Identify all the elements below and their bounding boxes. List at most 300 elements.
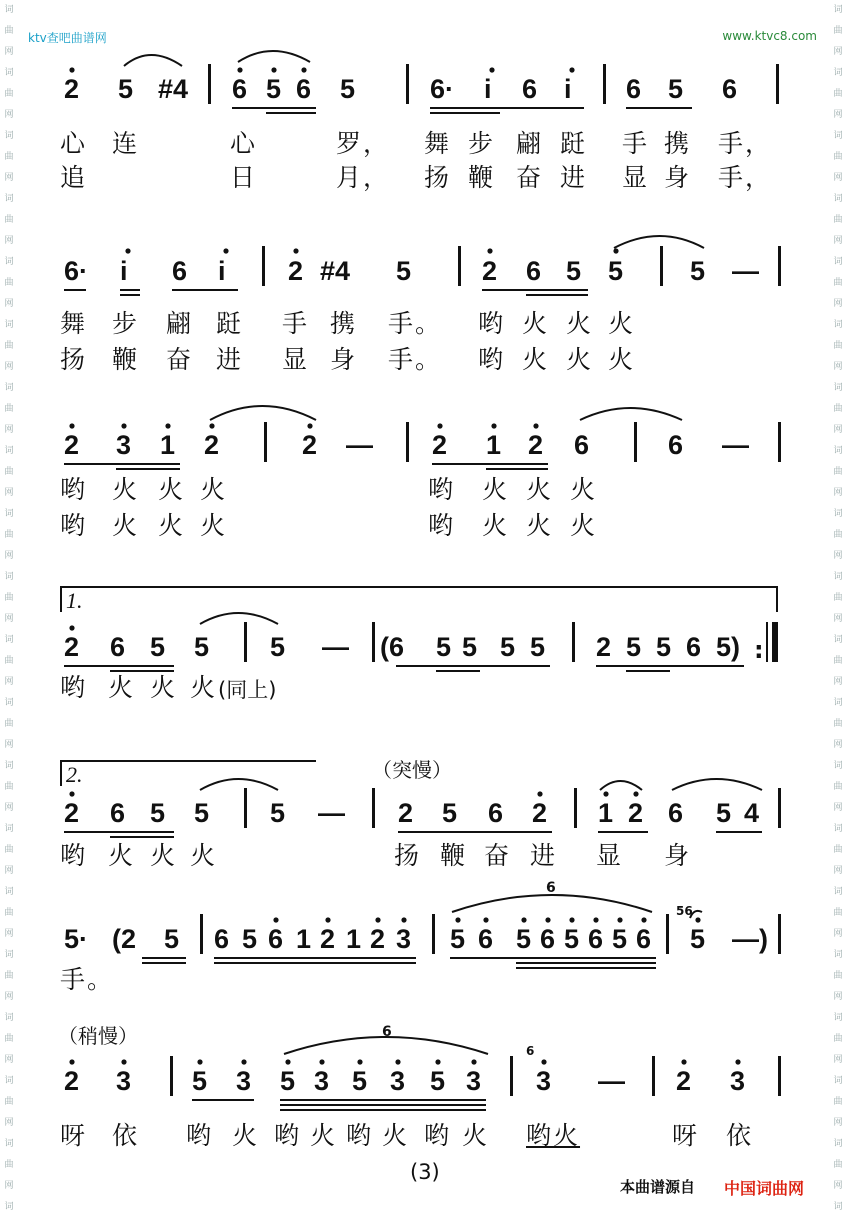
note: 5 [164,924,180,954]
note: 1 [346,924,362,954]
slur [580,408,682,420]
watermark-char: 词 [833,446,843,456]
octave-dot [209,423,214,428]
lyric: 火 [158,511,186,540]
octave-dot [301,67,306,72]
grace-note: 6 [526,1044,535,1058]
note: 1 [160,430,176,460]
note: #4 [158,74,189,104]
watermark-char: 词 [833,320,843,330]
watermark-char: 网 [833,110,843,120]
watermark-char: 网 [833,173,843,183]
lyric: 哟火 [526,1121,581,1150]
octave-dot [121,1059,126,1064]
watermark-char: 网 [4,929,14,939]
lyric: 日 [230,163,258,192]
watermark-char: 曲 [4,593,14,603]
note: 5 [280,1066,296,1096]
lyric: 火 [158,475,186,504]
watermark-char: 曲 [4,782,14,792]
note: 2 [302,430,318,460]
note: (6 [380,632,405,662]
lyric: 显 [282,345,310,374]
note: i [564,74,572,104]
note: 5 [442,798,458,828]
octave-dot [69,67,74,72]
octave-dot [237,67,242,72]
barline [778,788,781,828]
underline [430,107,584,109]
watermark-char: 词 [833,5,843,15]
watermark-char: 曲 [4,719,14,729]
lyric: 火 [200,511,228,540]
watermark-char: 词 [4,824,14,834]
lyric: 扬 [60,345,88,374]
barline [264,422,267,462]
note: 3 [396,924,412,954]
watermark-char: 网 [4,362,14,372]
watermark-char: 曲 [833,1097,843,1107]
watermark-char: 网 [4,47,14,57]
lyric: 月， [336,163,391,192]
note: — [322,632,349,662]
note: 5 [690,256,706,286]
note: 6 [722,74,738,104]
watermark-char: 曲 [833,656,843,666]
lyric: 依 [112,1121,140,1150]
lyric: 舞 [424,129,452,158]
watermark-char: 曲 [833,593,843,603]
note: 5 [656,632,672,662]
octave-dot [455,917,460,922]
note: 6 [110,798,126,828]
barline [574,788,577,828]
watermark-char: 曲 [4,530,14,540]
watermark-char: 词 [4,698,14,708]
barline [778,1056,781,1096]
barline [458,246,461,286]
octave-dot [165,423,170,428]
watermark-char: 词 [833,572,843,582]
octave-dot [545,917,550,922]
lyric: 火 [462,1121,490,1150]
watermark-char: 曲 [833,845,843,855]
note: 2 [320,924,336,954]
lyric: 火 [150,673,178,702]
barline [666,914,669,954]
underline [120,289,140,291]
lyric: 鞭 [112,345,140,374]
barline [778,422,781,462]
note: 5 [150,632,166,662]
octave-dot [489,67,494,72]
note: 3 [466,1066,482,1096]
watermark-char: 网 [833,740,843,750]
barline [572,622,575,662]
lyric: 连 [112,129,140,158]
watermark-char: 词 [833,131,843,141]
watermark-char: 网 [833,1181,843,1191]
note: 5 [150,798,166,828]
note: — [598,1066,625,1096]
note: 5 [564,924,580,954]
note: 6 [574,430,590,460]
octave-dot [521,917,526,922]
watermark-char: 网 [833,236,843,246]
note: 5 [118,74,134,104]
note: #4 [320,256,351,286]
underline [142,957,186,959]
lyric: 哟 [428,475,456,504]
underline [482,289,588,291]
lyric: 扬 [394,841,422,870]
lyric: 火 [570,475,598,504]
note: 5 [396,256,412,286]
watermark-char: 曲 [833,971,843,981]
lyric: 火 [232,1121,260,1150]
note: 6 [686,632,702,662]
repeat-barline-thick [772,622,778,662]
lyric: 罗， [336,129,391,158]
note: 1 [598,798,614,828]
right-watermark-strip [831,0,845,1224]
note: 5 [608,256,624,286]
watermark-char: 词 [4,1139,14,1149]
underline [280,1109,486,1111]
lyric: 哟 [478,309,506,338]
lyric: 携 [664,129,692,158]
note: 5 [690,924,706,954]
note: 2 [64,632,80,662]
note: 2 [398,798,414,828]
watermark-char: 词 [833,824,843,834]
lyric: 奋 [484,841,512,870]
watermark-char: 曲 [833,89,843,99]
lyric: 舞 [60,309,88,338]
lyric: 手。 [388,345,443,374]
slur [200,779,278,790]
underline [116,468,180,470]
lyric: 火 [526,511,554,540]
watermark-char: 网 [833,1055,843,1065]
lyric: 追 [60,163,88,192]
underline [626,107,692,109]
octave-dot [271,67,276,72]
watermark-char: 曲 [833,341,843,351]
note: 3 [314,1066,330,1096]
watermark-char: 曲 [833,908,843,918]
barline [510,1056,513,1096]
underline [64,665,174,667]
watermark-char: 网 [4,992,14,1002]
lyric: 火 [482,475,510,504]
watermark-char: 网 [4,803,14,813]
note: —) [732,924,768,954]
watermark-char: 网 [4,1181,14,1191]
octave-dot [735,1059,740,1064]
footer-source-site[interactable]: 中国词曲网 [724,1179,805,1198]
watermark-char: 曲 [4,152,14,162]
note: 5 [500,632,516,662]
underline [64,289,86,291]
watermark-char: 词 [4,446,14,456]
watermark-char: 网 [4,1055,14,1065]
note: 2 [204,430,220,460]
lyric: 火 [108,673,136,702]
watermark-char: 网 [833,803,843,813]
note: 3 [730,1066,746,1096]
lyric: 奋 [516,163,544,192]
underline [598,831,648,833]
underline [110,670,174,672]
lyric: 手 [622,129,650,158]
note: 5 [430,1066,446,1096]
note: 5 [566,256,582,286]
octave-dot [273,917,278,922]
note: 6 [268,924,284,954]
lyric: 哟 [274,1121,302,1150]
note: 5) [716,632,741,662]
octave-dot [357,1059,362,1064]
watermark-char: 网 [4,1118,14,1128]
watermark-char: 词 [4,1202,14,1212]
watermark-char: 曲 [4,971,14,981]
note: 5 [612,924,628,954]
watermark-char: 曲 [4,341,14,351]
octave-dot [285,1059,290,1064]
watermark-char: 词 [833,1013,843,1023]
barline [170,1056,173,1096]
underline [516,967,656,969]
watermark-char: 网 [833,614,843,624]
octave-dot [487,248,492,253]
barline [200,914,203,954]
watermark-char: 曲 [4,215,14,225]
slur [200,613,278,624]
watermark-char: 网 [4,614,14,624]
octave-dot [307,423,312,428]
underline [626,670,670,672]
octave-dot [569,67,574,72]
note: 6 [540,924,556,954]
underline [516,962,656,964]
watermark-char: 网 [4,866,14,876]
octave-dot [121,423,126,428]
watermark-char: 词 [4,761,14,771]
lyric: 手， [718,163,773,192]
lyric: 哟 [424,1121,452,1150]
note: 6 [488,798,504,828]
lyric: 跹 [216,309,244,338]
watermark-char: 网 [833,992,843,1002]
site-name-left[interactable]: ktv查吧曲谱网 [28,31,107,45]
watermark-char: 词 [833,257,843,267]
note: 2 [432,430,448,460]
lyric: 哟 [346,1121,374,1150]
note: 6 [588,924,604,954]
note: 5 [668,74,684,104]
watermark-char: 网 [833,677,843,687]
lyric: 火 [570,511,598,540]
watermark-char: 词 [833,950,843,960]
underline [172,289,238,291]
note: 5 [270,632,286,662]
volta-bracket [60,760,316,762]
octave-dot [593,917,598,922]
underline [436,670,480,672]
underline [214,957,416,959]
note: 2 [676,1066,692,1096]
underline [486,468,548,470]
site-url-right[interactable]: www.ktvc8.com [722,29,817,43]
watermark-char: 曲 [833,467,843,477]
underline [64,463,180,465]
barline [262,246,265,286]
slur [600,781,642,790]
watermark-char: 曲 [4,908,14,918]
octave-dot [603,791,608,796]
note: 5 [462,632,478,662]
volta-bracket-left [60,760,62,786]
lyric: 火 [108,841,136,870]
note: — [722,430,749,460]
lyric: 火 [608,345,636,374]
note: 2 [64,430,80,460]
watermark-char: 网 [4,299,14,309]
octave-dot [483,917,488,922]
underline [232,107,316,109]
lyric: 显 [622,163,650,192]
watermark-char: 词 [833,635,843,645]
note: 6· [430,74,455,104]
note: 6 [626,74,642,104]
watermark-char: 网 [4,173,14,183]
octave-dot [641,917,646,922]
lyric: 火 [112,511,140,540]
lyric: 步 [112,309,140,338]
note: i [218,256,226,286]
lyric-note: (同上) [218,678,277,702]
watermark-char: 词 [4,1013,14,1023]
note: 5 [266,74,282,104]
watermark-char: 词 [4,509,14,519]
slur [238,51,310,62]
lyric: 跹 [560,129,588,158]
underline [142,962,186,964]
underline [596,665,744,667]
lyric: 火 [566,345,594,374]
watermark-char: 词 [4,320,14,330]
lyric: 哟 [428,511,456,540]
note: 5· [64,924,89,954]
watermark-char: 网 [833,47,843,57]
octave-dot [681,1059,686,1064]
note: 6 [478,924,494,954]
note: 6 [110,632,126,662]
volta-number: 1. [66,588,83,613]
lyric: 火 [310,1121,338,1150]
note: 5 [340,74,356,104]
barline [244,622,247,662]
watermark-char: 网 [833,551,843,561]
barline [778,914,781,954]
octave-dot [695,917,700,922]
watermark-char: 曲 [4,1097,14,1107]
lyric: 火 [382,1121,410,1150]
watermark-char: 网 [4,677,14,687]
note: 2 [64,1066,80,1096]
lyric: 火 [522,309,550,338]
underline [120,294,140,296]
octave-dot [471,1059,476,1064]
note: 5 [436,632,452,662]
barline [432,914,435,954]
barline [634,422,637,462]
note: 5 [194,798,210,828]
lyric: 火 [566,309,594,338]
underline [398,831,552,833]
lyric: 翩 [516,129,544,158]
tuplet-arc [452,895,652,912]
lyric: 鞭 [468,163,496,192]
octave-dot [491,423,496,428]
watermark-char: 词 [833,194,843,204]
lyric: 扬 [424,163,452,192]
octave-dot [125,248,130,253]
lyric: 火 [482,511,510,540]
underline [450,957,656,959]
watermark-char: 曲 [833,782,843,792]
note: 5 [352,1066,368,1096]
note: 6 [172,256,188,286]
note: 6 [522,74,538,104]
octave-dot [569,917,574,922]
repeat-dots: : [754,636,764,664]
note: 6 [526,256,542,286]
watermark-char: 网 [4,551,14,561]
note: 2 [528,430,544,460]
watermark-char: 曲 [4,1034,14,1044]
underline [430,112,500,114]
octave-dot [617,917,622,922]
footer-source-label: 本曲谱源自 [620,1178,696,1196]
watermark-char: 词 [4,257,14,267]
watermark-char: 曲 [833,215,843,225]
lyric: 翩 [166,309,194,338]
barline [660,246,663,286]
lyric: 进 [216,345,244,374]
watermark-char: 网 [833,425,843,435]
underline [396,665,550,667]
lyric: 进 [530,841,558,870]
lyric: 火 [200,475,228,504]
lyric: 手 [282,309,310,338]
note: 4 [744,798,760,828]
watermark-char: 网 [4,425,14,435]
octave-dot [437,423,442,428]
barline [652,1056,655,1096]
note: 2 [596,632,612,662]
watermark-char: 网 [4,740,14,750]
tuplet-number: 6 [546,880,556,896]
lyric: 身 [664,841,692,870]
tuplet-number: 6 [382,1024,392,1040]
lyric: 哟 [478,345,506,374]
note: i [120,256,128,286]
watermark-char: 词 [833,761,843,771]
underline [214,962,416,964]
note: 5 [530,632,546,662]
